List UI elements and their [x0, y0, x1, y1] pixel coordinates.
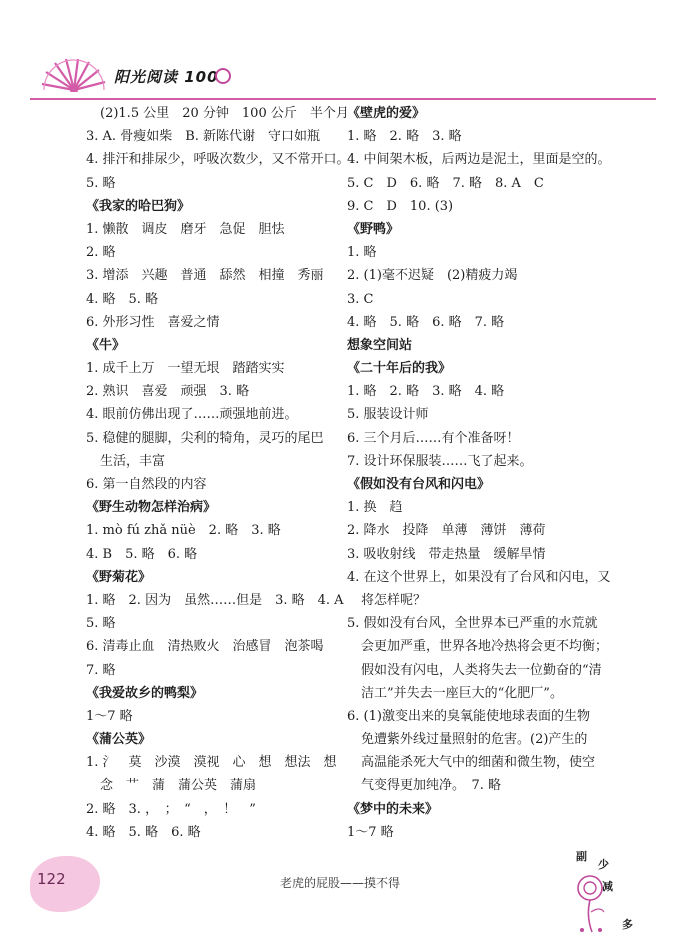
answer-line: 1. 氵 莫 沙漠 漠视 心 想 想法 想	[86, 755, 337, 771]
answer-line: 5. 服装设计师	[347, 407, 429, 423]
answer-line: 3. A. 骨瘦如柴 B. 新陈代谢 守口如瓶	[86, 129, 321, 145]
answer-line: 6. 三个月后……有个准备呀！	[347, 430, 520, 446]
answer-line: 3. 吸收射线 带走热量 缓解旱情	[347, 546, 546, 562]
corner-word: 多	[622, 918, 633, 931]
answer-line: 4. B 5. 略 6. 略	[86, 546, 198, 562]
corner-decoration	[572, 846, 642, 938]
page-number: 122	[37, 870, 66, 888]
left-answer-column	[86, 102, 376, 844]
answer-line: 4. 略 5. 略 6. 略 7. 略	[347, 314, 505, 330]
section-title: 想象空间站	[347, 337, 413, 353]
answer-line: 7. 设计环保服装……飞了起来。	[347, 453, 533, 469]
answer-line: 1. 略 2. 略 3. 略	[347, 129, 462, 145]
answer-line: 免遭紫外线过量照射的危害。(2)产生的	[361, 732, 588, 748]
answer-line: 4. 中间架木板，后两边是泥土，里面是空的。	[347, 152, 611, 168]
answer-line: 9. C D 10. (3)	[347, 198, 454, 214]
answer-line: 3. C	[347, 291, 374, 307]
answer-line: 3. 增添 兴趣 普通 舔然 相撞 秀丽	[86, 268, 324, 284]
section-title: 《梦中的未来》	[347, 801, 439, 817]
answer-line: 2. 略	[86, 245, 116, 261]
section-title: 《假如没有台风和闪电》	[347, 477, 491, 492]
answer-line: 气变得更加纯净。 7. 略	[361, 778, 502, 794]
section-title: 《野生动物怎样治病》	[86, 500, 217, 516]
corner-word: 副	[576, 850, 587, 863]
answer-line: 5. 略	[86, 616, 116, 632]
header-rule	[30, 98, 656, 100]
section-title: 《二十年后的我》	[347, 361, 452, 377]
answer-line: 1. 换 趋	[347, 500, 403, 516]
section-title: 《牛》	[86, 337, 126, 353]
answer-line: 4. 略 5. 略	[86, 291, 159, 307]
section-title: 《野菊花》	[86, 569, 152, 585]
page-header	[30, 52, 670, 96]
answer-line: 高温能杀死大气中的细菌和微生物，使空	[361, 755, 596, 771]
section-title: 《壁虎的爱》	[347, 106, 426, 121]
answer-line: 1. 略	[347, 245, 377, 261]
footer-proverb: 老虎的屁股——摸不得	[279, 876, 400, 890]
answer-line: 6. 清毒止血 清热败火 治感冒 泡茶喝	[86, 639, 324, 655]
answer-line: 4. 眼前仿佛出现了……顽强地前进。	[86, 407, 298, 423]
answer-line: 会更加严重，世界各地冷热将会更不均衡；	[361, 639, 609, 655]
section-title: 《我爱故乡的鸭梨》	[86, 685, 204, 701]
answer-line: 7. 略	[86, 662, 116, 678]
answer-line: 生活，丰富	[100, 453, 166, 469]
right-answer-column	[347, 102, 613, 844]
section-title: 《我家的哈巴狗》	[86, 198, 191, 214]
corner-word: 少	[598, 858, 609, 871]
answer-line: 2. 降水 投降 单薄 薄饼 薄荷	[347, 523, 546, 539]
answer-line: 1. mò fú zhǎ nüè 2. 略 3. 略	[86, 523, 281, 539]
answer-line: 1. 成千上万 一望无垠 踏踏实实	[86, 361, 285, 377]
answer-line: 4. 排汗和排尿少，呼吸次数少，又不常开口。	[86, 152, 350, 168]
answer-line: 将怎样呢？	[361, 592, 427, 608]
corner-word: 减	[602, 880, 613, 893]
answer-line: 6. 外形习性 喜爱之情	[86, 314, 220, 330]
answer-line: 假如没有闪电，人类将失去一位勤奋的“清	[361, 662, 602, 678]
answer-line: 5. 略	[86, 175, 116, 191]
answer-line: 2. (1)毫不迟疑 (2)精疲力竭	[347, 268, 518, 284]
flower-icon	[572, 846, 642, 938]
answer-line: 念 艹 蒲 蒲公英 蒲扇	[100, 778, 257, 794]
answer-line: (2)1.5 公里 20 分钟 100 公斤 半个月	[100, 106, 349, 121]
answer-line: 1. 略 2. 因为 虽然……但是 3. 略 4. A	[86, 592, 344, 608]
answer-line: 2. 略 3. ， ； “ ， ！ ”	[86, 801, 256, 817]
answer-line: 2. 熟识 喜爱 顽强 3. 略	[86, 384, 250, 400]
answer-line: 5. 稳健的腿脚，尖利的犄角，灵巧的尾巴	[86, 430, 324, 446]
answer-line: 1～7 略	[86, 708, 133, 724]
answer-line: 1. 懒散 调皮 磨牙 急促 胆怯	[86, 221, 285, 237]
swirl-icon	[215, 68, 231, 84]
answer-line: 4. 略 5. 略 6. 略	[86, 824, 201, 840]
answer-line: 5. 假如没有台风，全世界本已严重的水荒就	[347, 616, 598, 632]
answer-line: 5. C D 6. 略 7. 略 8. A C	[347, 175, 544, 191]
answer-line: 1～7 略	[347, 824, 394, 840]
answer-line: 洁工”并失去一座巨大的“化肥厂”。	[361, 685, 563, 701]
section-title: 《野鸭》	[347, 221, 400, 237]
sunburst-fan-icon	[38, 58, 110, 92]
answer-line: 1. 略 2. 略 3. 略 4. 略	[347, 384, 505, 400]
brand-title: 阳光阅读 100	[114, 68, 219, 86]
section-title: 《蒲公英》	[86, 732, 152, 748]
answer-line: 6. (1)激变出来的臭氧能使地球表面的生物	[347, 708, 590, 724]
answer-line: 4. 在这个世界上，如果没有了台风和闪电，又	[347, 569, 611, 585]
answer-line: 6. 第一自然段的内容	[86, 477, 207, 492]
